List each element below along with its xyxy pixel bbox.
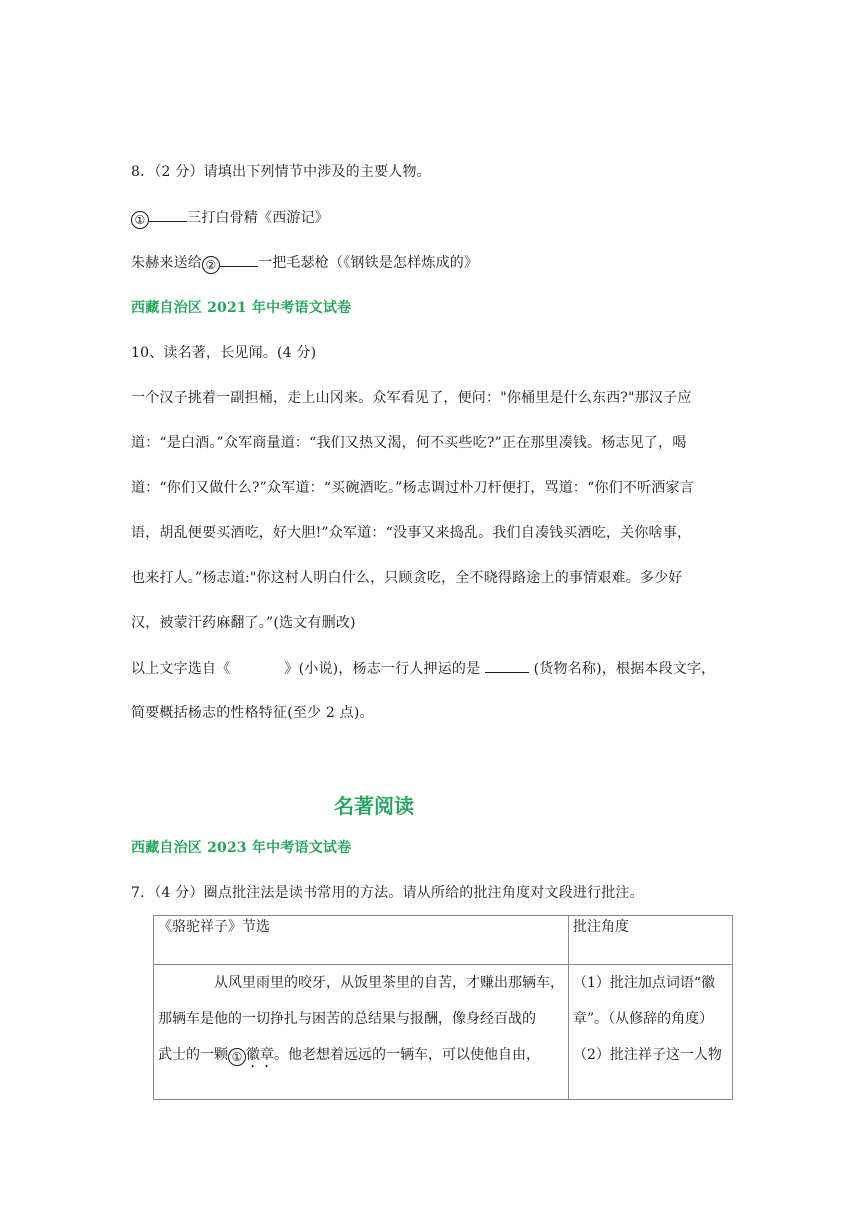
passage-line-1: 从风里雨里的咬牙，从饭里茶里的自苦，才赚出那辆车， [214,975,564,991]
answer-blank-2[interactable] [220,252,258,267]
section-title-2023: 西藏自治区 2023 年中考语文试卷 [131,840,352,856]
answer-blank-1[interactable] [149,207,187,222]
q10-line-1: 一个汉子挑着一副担桶，走上山冈来。众军看见了，便问："你桶里是什么东西?"那汉子应 [131,390,692,406]
passage-table [153,915,733,1100]
q10-line-4: 语，胡乱便要买酒吃，好大胆!”众军道：“没事又来捣乱。我们自凑钱买酒吃，关你啥事， [131,525,692,541]
annotation-line-1: （1）批注加点词语“徽 [573,975,716,991]
table-header-passage: 《骆驼祥子》节选 [154,916,569,965]
q7-prompt: 7．（4 分）圈点批注法是读书常用的方法。请从所给的批注角度对文段进行批注。 [131,885,644,901]
table-header-row [154,916,733,965]
passage-line-2: 那辆车是他的一切挣扎与困苦的总结果与报酬，像身经百战的 [158,1011,536,1027]
q10-question [131,658,715,679]
passage-line-3-b: 。他老想着远远的一辆车，可以使他自由， [274,1047,540,1063]
q8-line2 [131,252,478,274]
section-heading: 名著阅读 [334,794,414,818]
table-row [154,965,733,1100]
annotation-line-2: 章”。（从修辞的角度） [573,1011,714,1027]
emphasized-word: 徽章 [246,1047,274,1063]
passage-line-3 [158,1037,564,1073]
q10-question-b: 》(小说)，杨志一行人押运的是 [284,661,481,677]
circled-number-1: ① [131,211,149,229]
q10-question-line2: 简要概括杨志的性格特征(至少 2 点)。 [131,705,374,721]
q8-line2-text: 一把毛瑟枪（《钢铁是怎样炼成的》 [258,255,479,271]
circled-number-1-passage: ① [228,1048,246,1066]
q10-question-c: (货物名称)，根据本段文字， [533,661,716,677]
cargo-blank[interactable] [485,658,529,673]
q10-line-6: 汉，被蒙汗药麻翻了。”(选文有删改) [131,615,356,631]
annotation-cell [569,965,733,1100]
section-title-2021: 西藏自治区 2021 年中考语文试卷 [131,300,352,316]
passage-cell [154,965,569,1100]
q8-line1 [131,207,329,229]
q10-question-a: 以上文字选自《 [131,661,231,677]
circled-number-2: ② [202,256,220,274]
q10-line-2: 道：“是白酒。”众军商量道：“我们又热又渴，何不买些吃?”正在那里凑钱。杨志见了，喝 [131,435,687,451]
q8-line2-head: 朱赫来送给 [131,255,202,271]
q10-title: 10、读名著，长见闻。(4 分) [131,345,317,361]
q8-prompt: 8．（2 分）请填出下列情节中涉及的主要人物。 [131,164,431,180]
q8-line1-text: 三打白骨精《西游记》 [187,210,329,226]
table-header-annotation: 批注角度 [569,916,733,965]
q10-line-5: 也来打人。”杨志道:"你这村人明白什么，只顾贪吃，全不晓得路途上的事情艰难。多少好 [131,570,683,586]
q10-line-3: 道：“你们又做什么?”众军道：“买碗酒吃。”杨志调过朴刀杆便打，骂道：“你们不听洒家言 [131,480,694,496]
passage-line-3-a: 武士的一颗 [158,1047,228,1063]
annotation-line-3: （2）批注祥子这一人物 [573,1047,722,1063]
